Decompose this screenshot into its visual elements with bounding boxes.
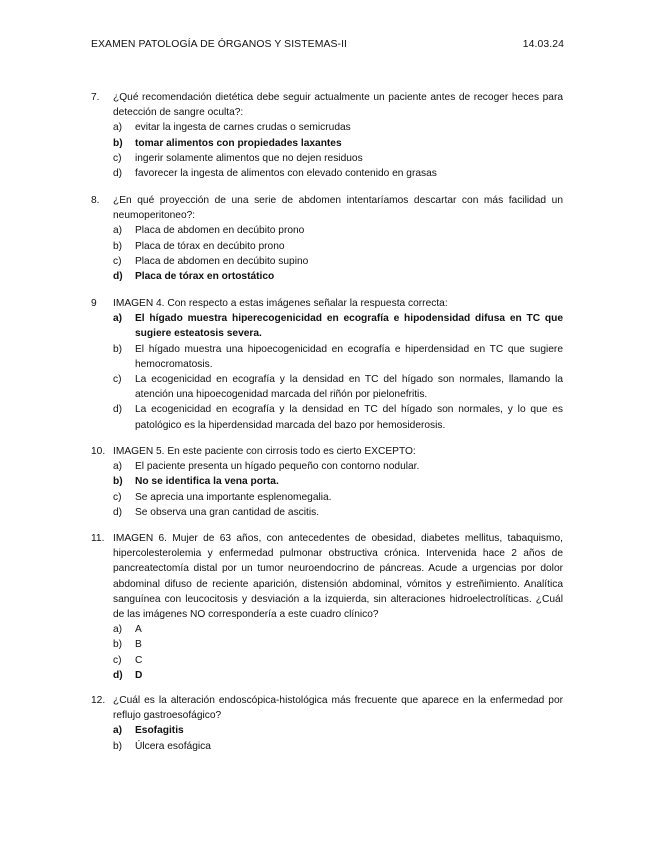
option-a xyxy=(113,311,563,341)
question-9 xyxy=(91,296,563,433)
option-letter: a) xyxy=(113,122,123,134)
option-letter: c) xyxy=(113,152,122,164)
option-letter: d) xyxy=(113,404,123,416)
option-letter: c) xyxy=(113,374,122,386)
option-letter: a) xyxy=(113,225,123,237)
option-text: Placa de abdomen en decúbito prono xyxy=(135,225,305,237)
option-d xyxy=(113,269,563,284)
option-text: No se identifica la vena porta. xyxy=(135,476,279,488)
option-text: El hígado muestra hiperecogenicidad en ecografía e hipodensidad difusa en TC que sugiere esteatosis severa. xyxy=(135,313,563,340)
question-number: 10. xyxy=(91,446,106,457)
question-stem: IMAGEN 5. En este paciente con cirrosis todo es cierto EXCEPTO: xyxy=(113,446,416,457)
option-text: tomar alimentos con propiedades laxantes xyxy=(135,137,342,149)
question-number: 9 xyxy=(91,298,97,309)
option-c xyxy=(113,151,563,166)
option-text: Placa de abdomen en decúbito supino xyxy=(135,255,309,267)
option-a xyxy=(113,223,563,238)
option-d xyxy=(113,402,563,432)
option-c xyxy=(113,372,563,402)
question-number: 11. xyxy=(91,533,105,544)
option-text: Úlcera esofágica xyxy=(135,740,211,752)
option-a xyxy=(113,120,563,135)
option-c xyxy=(113,254,563,269)
option-b xyxy=(113,474,563,489)
option-text: D xyxy=(135,669,143,681)
option-list xyxy=(91,723,563,753)
option-letter: d) xyxy=(113,669,123,681)
question-stem: ¿Qué recomendación dietética debe seguir actualmente un paciente antes de recoger heces para detección de sangre oculta?: xyxy=(113,92,563,119)
option-text: El paciente presenta un hígado pequeño con contorno nodular. xyxy=(135,461,420,473)
option-c xyxy=(113,653,563,668)
option-list xyxy=(91,622,563,683)
question-stem: ¿En qué proyección de una serie de abdomen intentaríamos descartar con más facilidad un neumoperitoneo?: xyxy=(113,195,563,222)
option-text: Placa de tórax en decúbito prono xyxy=(135,240,285,252)
option-list xyxy=(91,223,563,284)
question-number: 8. xyxy=(91,195,100,206)
option-text: Placa de tórax en ortostático xyxy=(135,271,275,283)
option-list xyxy=(91,459,563,520)
option-b xyxy=(113,239,563,254)
option-list xyxy=(91,120,563,181)
option-b xyxy=(113,637,563,652)
option-letter: c) xyxy=(113,654,122,666)
option-list xyxy=(91,311,563,433)
option-letter: a) xyxy=(113,624,123,636)
option-text: ingerir solamente alimentos que no dejen residuos xyxy=(135,152,363,164)
option-text: El hígado muestra una hipoecogenicidad en ecografía e hiperdensidad en TC que sugiere hemocromatosis. xyxy=(135,343,563,370)
option-b xyxy=(113,739,563,754)
option-text: evitar la ingesta de carnes crudas o semicrudas xyxy=(135,122,351,134)
option-a xyxy=(113,723,563,738)
question-number: 7. xyxy=(91,92,100,103)
question-7 xyxy=(91,90,563,181)
question-11 xyxy=(91,531,563,683)
option-letter: b) xyxy=(113,740,123,752)
option-letter: b) xyxy=(113,240,123,252)
option-text: A xyxy=(135,624,142,636)
option-text: Esofagitis xyxy=(135,725,184,737)
option-text: La ecogenicidad en ecografía y la densidad en TC del hígado son normales, llamando la atención una hipoecogenidad marcada del riñón por pielonefritis. xyxy=(135,374,563,401)
option-letter: d) xyxy=(113,506,123,518)
option-text: B xyxy=(135,639,142,651)
option-letter: c) xyxy=(113,255,122,267)
option-letter: b) xyxy=(113,476,123,488)
option-letter: a) xyxy=(113,725,123,737)
question-stem: IMAGEN 6. Mujer de 63 años, con antecedentes de obesidad, diabetes mellitus, tabaquismo, hipercolesterolemia y enfermedad pulmonar obstructiva crónica. Intervenida hace 2 años de pancreatectomía distal por un tumor neuroendocrino de páncreas. Acude a urgencias por dolor abdominal difuso de reciente aparición, distensión abdominal, vómitos y estreñimiento. Analítica sanguínea con leucocitosis y desviación a la izquierda, sin alteraciones hidroelectrolíticas. ¿Cuál de las imágenes NO correspondería a este cuadro clínico? xyxy=(113,533,563,621)
option-d xyxy=(113,668,563,683)
option-d xyxy=(113,166,563,181)
option-letter: d) xyxy=(113,168,123,180)
option-letter: a) xyxy=(113,313,123,325)
option-a xyxy=(113,622,563,637)
option-letter: b) xyxy=(113,137,123,149)
question-stem: IMAGEN 4. Con respecto a estas imágenes señalar la respuesta correcta: xyxy=(113,298,448,309)
option-text: La ecogenicidad en ecografía y la densidad en TC del hígado son normales, y lo que es patológico es la hiperdensidad marcada del bazo por hemosiderosis. xyxy=(135,404,563,431)
option-a xyxy=(113,459,563,474)
option-letter: c) xyxy=(113,491,122,503)
exam-title: EXAMEN PATOLOGÍA DE ÓRGANOS Y SISTEMAS-II xyxy=(91,39,348,50)
question-stem: ¿Cuál es la alteración endoscópica-histológica más frecuente que aparece en la enfermedad por reflujo gastroesofágico? xyxy=(113,695,563,722)
option-text: C xyxy=(135,654,143,666)
question-8 xyxy=(91,193,563,284)
question-12 xyxy=(91,693,563,754)
option-letter: d) xyxy=(113,271,123,283)
option-d xyxy=(113,505,563,520)
option-text: Se observa una gran cantidad de ascitis. xyxy=(135,506,320,518)
question-10 xyxy=(91,444,563,520)
option-letter: a) xyxy=(113,461,123,473)
option-letter: b) xyxy=(113,639,123,651)
exam-date: 14.03.24 xyxy=(522,39,564,50)
option-c xyxy=(113,490,563,505)
option-text: favorecer la ingesta de alimentos con elevado contenido en grasas xyxy=(135,168,437,180)
option-text: Se aprecia una importante esplenomegalia. xyxy=(135,491,332,503)
option-b xyxy=(113,136,563,151)
option-letter: b) xyxy=(113,343,123,355)
option-b xyxy=(113,342,563,372)
question-number: 12. xyxy=(91,695,106,706)
